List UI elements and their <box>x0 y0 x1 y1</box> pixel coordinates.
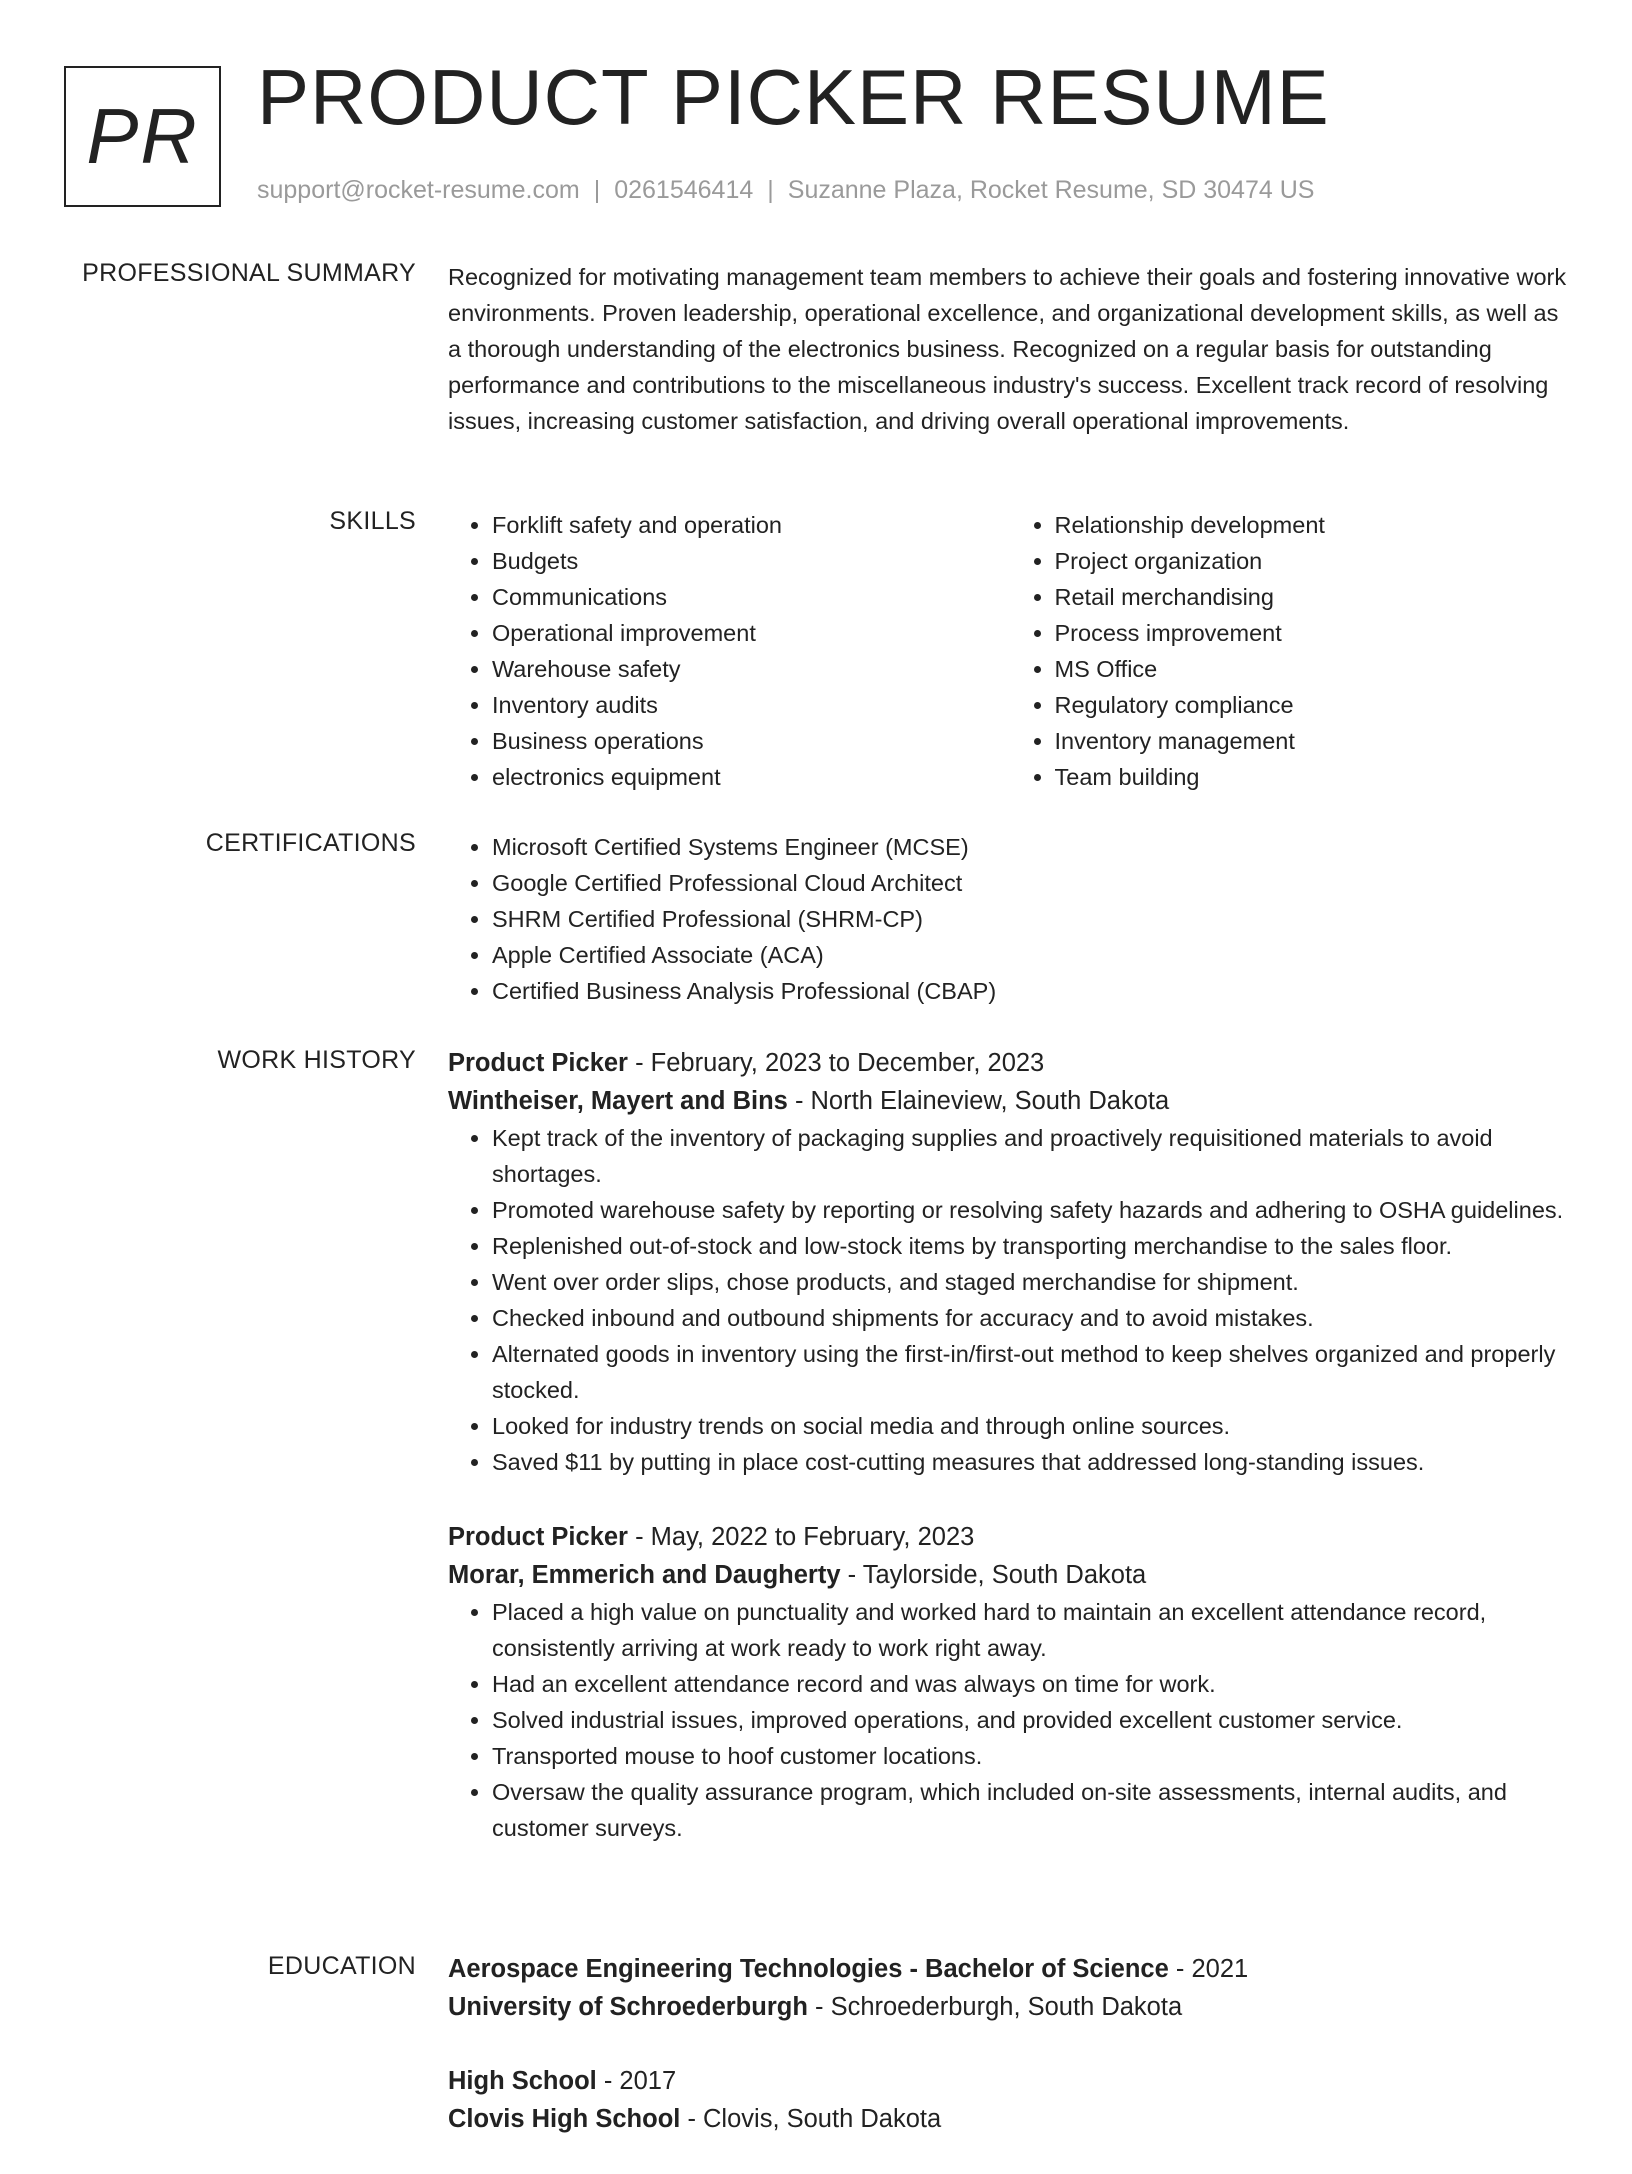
job-duty-item: • Replenished out-of-stock and low-stock items by transporting merchandise to the sales floor. <box>492 1228 1573 1264</box>
education-degree-line <box>448 2062 1573 2100</box>
skill-item: • Communications <box>492 579 1011 615</box>
education-degree: Aerospace Engineering Technologies - Bachelor of Science <box>448 1955 1169 1983</box>
contact-phone[interactable]: 0261546414 <box>614 176 754 204</box>
skill-item: • Warehouse safety <box>492 651 1011 687</box>
job-entry <box>448 1518 1573 1846</box>
education-school: University of Schroederburgh <box>448 1993 808 2021</box>
certification-item: • Microsoft Certified Systems Engineer (MCSE) <box>492 829 1573 865</box>
certifications-content <box>448 829 1573 1009</box>
certification-item: • SHRM Certified Professional (SHRM-CP) <box>492 901 1573 937</box>
contact-line <box>257 176 1314 205</box>
job-duty-item: • Looked for industry trends on social media and through online sources. <box>492 1408 1573 1444</box>
skill-item: • Process improvement <box>1055 615 1574 651</box>
certifications-list <box>448 829 1573 1009</box>
resume-title: PRODUCT PICKER RESUME <box>257 53 1330 141</box>
education-degree: High School <box>448 2067 597 2095</box>
education-entry <box>448 2062 1573 2138</box>
education-location: - Schroederburgh, South Dakota <box>807 1993 1183 2021</box>
skills-list-left <box>448 507 1011 795</box>
job-company: Wintheiser, Mayert and Bins <box>448 1087 788 1115</box>
education-location: - Clovis, South Dakota <box>680 2105 942 2133</box>
contact-address: Suzanne Plaza, Rocket Resume, SD 30474 US <box>787 176 1315 204</box>
job-entry <box>448 1044 1573 1480</box>
skill-item: • Team building <box>1055 759 1574 795</box>
skill-item: • Regulatory compliance <box>1055 687 1574 723</box>
certification-item: • Apple Certified Associate (ACA) <box>492 937 1573 973</box>
job-duty-item: • Kept track of the inventory of packaging supplies and proactively requisitioned materials to avoid shortages. <box>492 1120 1573 1192</box>
education-year: - 2017 <box>596 2067 677 2095</box>
job-duty-item: • Oversaw the quality assurance program, which included on-site assessments, internal audits, and customer surveys. <box>492 1774 1573 1846</box>
skill-item: • Business operations <box>492 723 1011 759</box>
section-label-summary: PROFESSIONAL SUMMARY <box>82 259 416 287</box>
job-duty-item: • Placed a high value on punctuality and worked hard to maintain an excellent attendance record, consistently arriving at work ready to work right away. <box>492 1594 1573 1666</box>
work-history-content <box>448 1044 1573 1884</box>
job-duty-item: • Alternated goods in inventory using the first-in/first-out method to keep shelves organized and properly stocked. <box>492 1336 1573 1408</box>
job-title: Product Picker <box>448 1523 628 1551</box>
job-company: Morar, Emmerich and Daugherty <box>448 1561 841 1589</box>
contact-separator: | <box>767 176 774 204</box>
job-company-line <box>448 1082 1573 1120</box>
skill-item: • Forklift safety and operation <box>492 507 1011 543</box>
job-duty-item: • Solved industrial issues, improved operations, and provided excellent customer service. <box>492 1702 1573 1738</box>
job-title-line <box>448 1044 1573 1082</box>
education-entry <box>448 1950 1573 2026</box>
certification-item: • Certified Business Analysis Professional (CBAP) <box>492 973 1573 1009</box>
section-label-skills: SKILLS <box>329 507 416 535</box>
skill-item: • Relationship development <box>1055 507 1574 543</box>
skill-item: • Project organization <box>1055 543 1574 579</box>
contact-email[interactable]: support@rocket-resume.com <box>257 176 580 204</box>
education-school-line <box>448 1988 1573 2026</box>
skills-content <box>448 507 1573 795</box>
education-content <box>448 1950 1573 2174</box>
job-duty-item: • Had an excellent attendance record and was always on time for work. <box>492 1666 1573 1702</box>
certification-item: • Google Certified Professional Cloud Architect <box>492 865 1573 901</box>
job-title: Product Picker <box>448 1049 628 1077</box>
job-duties-list <box>448 1120 1573 1480</box>
job-duties-list <box>448 1594 1573 1846</box>
education-year: - 2021 <box>1168 1955 1249 1983</box>
monogram-logo: PR <box>64 66 221 207</box>
skill-item: • Retail merchandising <box>1055 579 1574 615</box>
education-school: Clovis High School <box>448 2105 681 2133</box>
skill-item: • Inventory audits <box>492 687 1011 723</box>
job-dates: - February, 2023 to December, 2023 <box>627 1049 1045 1077</box>
job-title-line <box>448 1518 1573 1556</box>
summary-text: Recognized for motivating management team members to achieve their goals and fostering innovative work environments. Proven leadership, operational excellence, and organizational development skills, as well as a thorough understanding of the electronics business. Recognized on a regular basis for outstanding performance and contributions to the miscellaneous industry's success. Excellent track record of resolving issues, increasing customer satisfaction, and driving overall operational improvements. <box>448 264 1567 434</box>
skills-list-right <box>1011 507 1574 795</box>
section-label-certifications: CERTIFICATIONS <box>205 829 416 857</box>
education-school-line <box>448 2100 1573 2138</box>
job-dates: - May, 2022 to February, 2023 <box>627 1523 975 1551</box>
job-duty-item: • Checked inbound and outbound shipments for accuracy and to avoid mistakes. <box>492 1300 1573 1336</box>
contact-separator: | <box>593 176 601 204</box>
job-company-line <box>448 1556 1573 1594</box>
job-duty-item: • Promoted warehouse safety by reporting or resolving safety hazards and adhering to OSHA guidelines. <box>492 1192 1573 1228</box>
skill-item: • Budgets <box>492 543 1011 579</box>
section-label-work-history: WORK HISTORY <box>217 1046 416 1074</box>
job-duty-item: • Went over order slips, chose products, and staged merchandise for shipment. <box>492 1264 1573 1300</box>
job-location: - North Elaineview, South Dakota <box>787 1087 1170 1115</box>
skill-item: • Operational improvement <box>492 615 1011 651</box>
skill-item: • electronics equipment <box>492 759 1011 795</box>
skill-item: • MS Office <box>1055 651 1574 687</box>
job-duty-item: • Saved $11 by putting in place cost-cutting measures that addressed long-standing issues. <box>492 1444 1573 1480</box>
job-duty-item: • Transported mouse to hoof customer locations. <box>492 1738 1573 1774</box>
job-location: - Taylorside, South Dakota <box>840 1561 1147 1589</box>
summary-content <box>448 259 1573 439</box>
skill-item: • Inventory management <box>1055 723 1574 759</box>
section-label-education: EDUCATION <box>267 1952 416 1980</box>
education-degree-line <box>448 1950 1573 1988</box>
